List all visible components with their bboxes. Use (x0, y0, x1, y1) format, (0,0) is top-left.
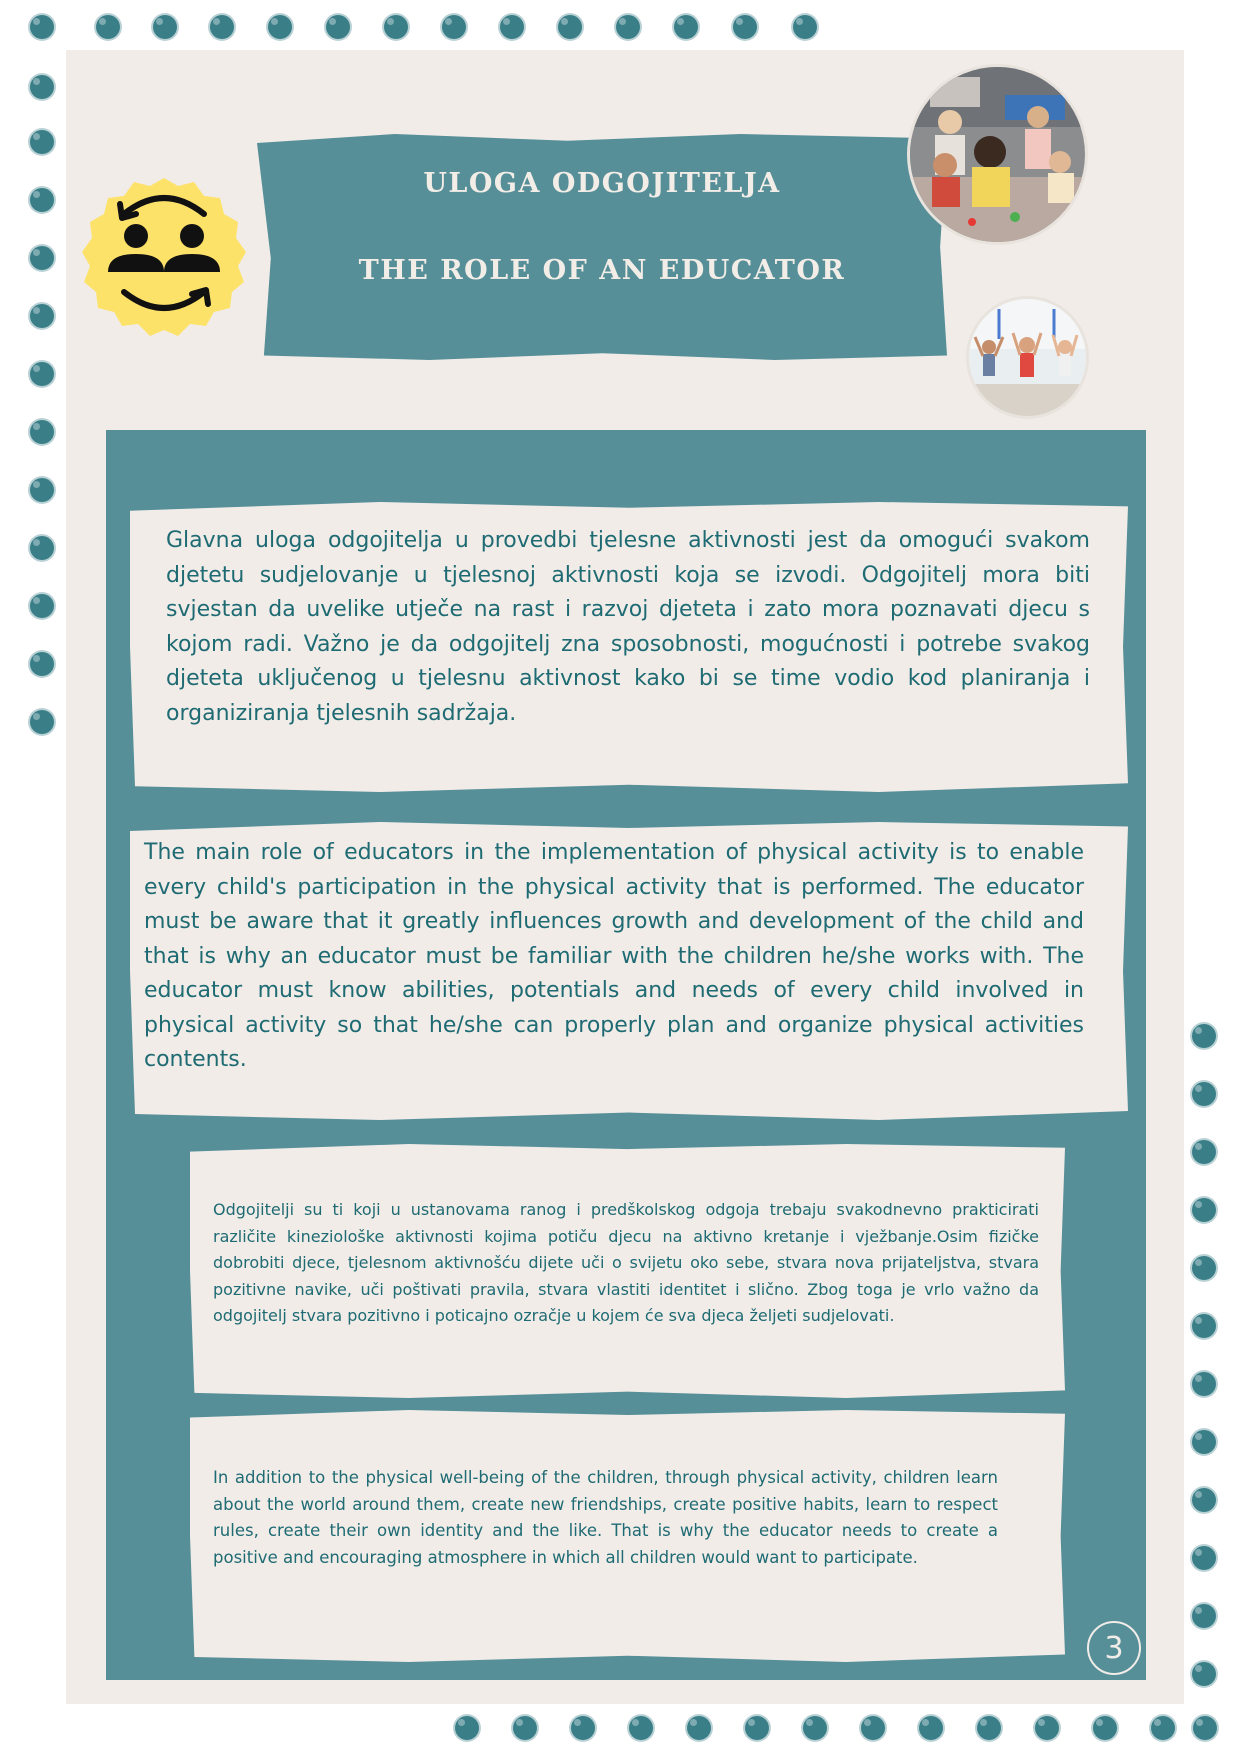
decorative-dot (30, 130, 54, 154)
decorative-dot (861, 1716, 885, 1740)
decorative-dot (558, 15, 582, 39)
children-arms-up-photo (966, 296, 1089, 419)
title-croatian: ULOGA ODGOJITELJA (423, 168, 781, 199)
decorative-dot (1192, 1140, 1216, 1164)
decorative-dot (793, 15, 817, 39)
decorative-dot (513, 1716, 537, 1740)
page-number: 3 (1087, 1621, 1141, 1675)
decorative-dot (977, 1716, 1001, 1740)
decorative-dot (268, 15, 292, 39)
decorative-dot (1192, 1256, 1216, 1280)
decorative-dot (30, 246, 54, 270)
decorative-dot (919, 1716, 943, 1740)
decorative-dot (1093, 1716, 1117, 1740)
decorative-dot (210, 15, 234, 39)
decorative-dot (442, 15, 466, 39)
paragraph-english-main: The main role of educators in the implementation of physical activity is to enable every child's participation in the physical activity that is performed. The educator must be aware that it greatly influences growth and development of the child and that is why an educator must be familiar with the children he/she works with. The educator must know abilities, potentials and needs of every child involved in physical activity so that he/she can properly plan and organize physical activities contents. (144, 840, 1084, 1072)
decorative-dot (733, 15, 757, 39)
children-circle-photo (907, 64, 1088, 245)
decorative-dot (153, 15, 177, 39)
decorative-dot (500, 15, 524, 39)
decorative-dot (1192, 1314, 1216, 1338)
decorative-dot (30, 75, 54, 99)
decorative-dot (30, 594, 54, 618)
decorative-dot (629, 1716, 653, 1740)
decorative-dot (30, 710, 54, 734)
decorative-dot (30, 478, 54, 502)
decorative-dot (30, 362, 54, 386)
decorative-dot (1192, 1604, 1216, 1628)
decorative-dot (96, 15, 120, 39)
paragraph-english-secondary: In addition to the physical well-being of the children, through physical activity, children learn about the world around them, create new friendships, create positive habits, learn to respect rules, create their own identity and the like. That is why the educator needs to create a positive and encouraging atmosphere in which all children would want to participate. (213, 1468, 998, 1567)
decorative-dot (1192, 1198, 1216, 1222)
decorative-dot (687, 1716, 711, 1740)
decorative-dot (30, 15, 54, 39)
title-english: THE ROLE OF AN EDUCATOR (358, 255, 846, 286)
decorative-dot (455, 1716, 479, 1740)
decorative-dot (1193, 1716, 1217, 1740)
decorative-dot (674, 15, 698, 39)
decorative-dot (30, 188, 54, 212)
decorative-dot (1151, 1716, 1175, 1740)
decorative-dot (1192, 1488, 1216, 1512)
decorative-dot (1192, 1546, 1216, 1570)
decorative-dot (571, 1716, 595, 1740)
decorative-dot (30, 652, 54, 676)
decorative-dot (326, 15, 350, 39)
decorative-dot (1192, 1024, 1216, 1048)
paragraph-croatian-main: Glavna uloga odgojitelja u provedbi tjelesne aktivnosti jest da omogući svakom djetetu sudjelovanje u tjelesnoj aktivnosti koja se izvodi. Odgojitelj mora biti svjestan da uvelike utječe na rast i razvoj djeteta i zato mora poznavati djecu s kojom radi. Važno je da odgojitelj zna sposobnosti, mogućnosti i potrebe svakog djeteta uključenog u tjelesnu aktivnost kako bi se time vodio kod planiranja i organiziranja tjelesnih sadržaja. (166, 528, 1090, 726)
decorative-dot (1192, 1662, 1216, 1686)
decorative-dot (1192, 1372, 1216, 1396)
decorative-dot (616, 15, 640, 39)
paragraph-croatian-secondary: Odgojitelji su ti koji u ustanovama ranog i predškolskog odgoja trebaju svakodnevno prakticirati različite kineziološke aktivnosti kojima potiču djecu na aktivno kretanje i vježbanje.Osim fizičke dobrobiti djece, tjelesnom aktivnošću dijete uči o svijetu oko sebe, stvara nova prijateljstva, stvara pozitivne navike, uči poštivati pravila, stvara vlastiti identitet i slično. Zbog toga je vrlo važno da odgojitelj stvara pozitivno i poticajno ozračje u kojem će sva djeca željeti sudjelovati. (213, 1200, 1039, 1325)
decorative-dot (745, 1716, 769, 1740)
decorative-dot (30, 420, 54, 444)
decorative-dot (1035, 1716, 1059, 1740)
decorative-dot (1192, 1082, 1216, 1106)
decorative-dot (803, 1716, 827, 1740)
decorative-dot (1192, 1430, 1216, 1454)
people-exchange-icon (80, 174, 248, 340)
decorative-dot (30, 536, 54, 560)
decorative-dot (30, 304, 54, 328)
decorative-dot (384, 15, 408, 39)
